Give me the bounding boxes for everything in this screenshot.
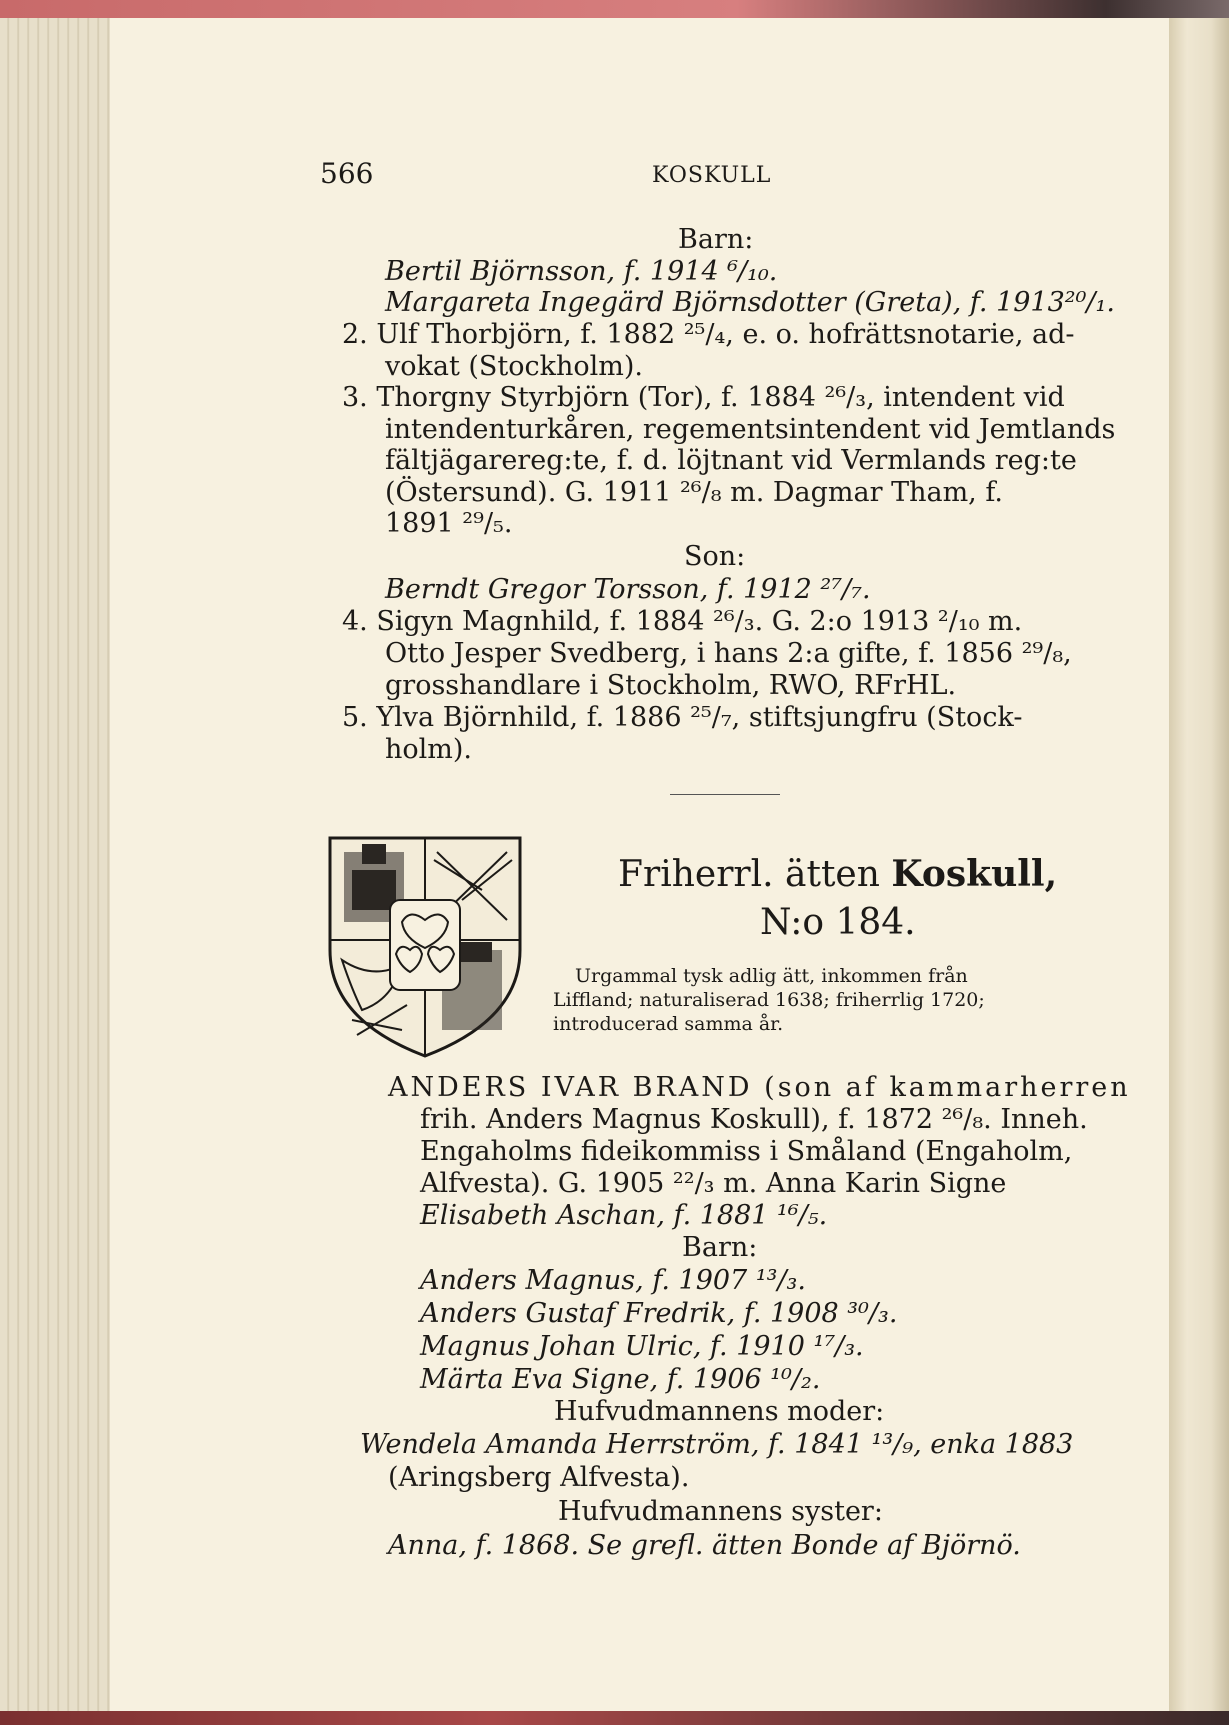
book-bottom-edge xyxy=(0,1711,1229,1725)
text-line: grosshandlare i Stockholm, RWO, RFrHL. xyxy=(385,670,957,701)
book-page-stack-left xyxy=(0,18,110,1725)
text-line: frih. Anders Magnus Koskull), f. 1872 ²⁶/₈. Inneh. xyxy=(420,1104,1088,1135)
text-line: Bertil Björnsson, f. 1914 ⁶/₁₀. xyxy=(385,256,778,287)
text-line: Engaholms fideikommiss i Småland (Engaholm, xyxy=(420,1136,1073,1167)
family-description-line: Urgammal tysk adlig ätt, inkommen från xyxy=(575,965,968,987)
running-header: KOSKULL xyxy=(652,163,772,188)
text-line: Anna, f. 1868. Se grefl. ätten Bonde af Björnö. xyxy=(388,1530,1021,1561)
page-number: 566 xyxy=(320,157,374,190)
family-description-line: introducerad samma år. xyxy=(553,1013,784,1035)
book-top-edge xyxy=(0,0,1229,18)
text-line: 5. Ylva Björnhild, f. 1886 ²⁵/₇, stiftsjungfru (Stock- xyxy=(342,702,1023,733)
text-line: Anders Gustaf Fredrik, f. 1908 ³⁰/₃. xyxy=(420,1298,898,1329)
section-divider xyxy=(670,794,780,795)
family-title-prefix: Friherrl. ätten xyxy=(618,854,880,895)
text-line: ANDERS IVAR BRAND (son af kammarherren xyxy=(388,1072,1131,1103)
page-sheet xyxy=(110,18,1169,1711)
text-line: 2. Ulf Thorbjörn, f. 1882 ²⁵/₄, e. o. hofrättsnotarie, ad- xyxy=(342,319,1075,350)
text-line: Anders Magnus, f. 1907 ¹³/₃. xyxy=(420,1265,806,1296)
text-line: Son: xyxy=(684,541,746,572)
text-line: Alfvesta). G. 1905 ²²/₃ m. Anna Karin Signe xyxy=(420,1168,1007,1199)
family-number: N:o 184. xyxy=(760,902,916,943)
text-line: fältjägarereg:te, f. d. löjtnant vid Vermlands reg:te xyxy=(385,445,1077,476)
text-line: intendenturkåren, regementsintendent vid Jemtlands xyxy=(385,414,1116,445)
text-line: Margareta Ingegärd Björnsdotter (Greta), f. 1913²⁰/₁. xyxy=(385,287,1115,318)
book-page-edge-right xyxy=(1169,18,1229,1725)
text-line: Magnus Johan Ulric, f. 1910 ¹⁷/₃. xyxy=(420,1331,864,1362)
text-line: 1891 ²⁹/₅. xyxy=(385,508,513,539)
family-heading xyxy=(618,854,1057,895)
text-line: (Aringsberg Alfvesta). xyxy=(388,1462,690,1493)
text-line: Hufvudmannens syster: xyxy=(558,1496,883,1527)
text-line: 4. Sigyn Magnhild, f. 1884 ²⁶/₃. G. 2:o 1913 ²/₁₀ m. xyxy=(342,606,1023,637)
coat-of-arms-image xyxy=(322,830,528,1062)
text-line: Elisabeth Aschan, f. 1881 ¹⁶/₅. xyxy=(420,1200,828,1231)
text-line: Hufvudmannens moder: xyxy=(554,1396,885,1427)
text-line: Otto Jesper Svedberg, i hans 2:a gifte, f. 1856 ²⁹/₈, xyxy=(385,638,1072,669)
text-line: Barn: xyxy=(678,224,754,255)
text-line: Wendela Amanda Herrström, f. 1841 ¹³/₉, enka 1883 xyxy=(360,1429,1074,1460)
text-line: Märta Eva Signe, f. 1906 ¹⁰/₂. xyxy=(420,1364,821,1395)
family-description-line: Liffland; naturaliserad 1638; friherrlig 1720; xyxy=(553,989,985,1011)
text-line: Barn: xyxy=(682,1232,758,1263)
text-line: 3. Thorgny Styrbjörn (Tor), f. 1884 ²⁶/₃, intendent vid xyxy=(342,382,1065,413)
text-line: vokat (Stockholm). xyxy=(385,351,644,382)
family-title-name: Koskull, xyxy=(891,853,1058,895)
text-line: (Östersund). G. 1911 ²⁶/₈ m. Dagmar Tham, f. xyxy=(385,477,1003,508)
text-line: holm). xyxy=(385,734,472,765)
text-line: Berndt Gregor Torsson, f. 1912 ²⁷/₇. xyxy=(385,574,871,605)
